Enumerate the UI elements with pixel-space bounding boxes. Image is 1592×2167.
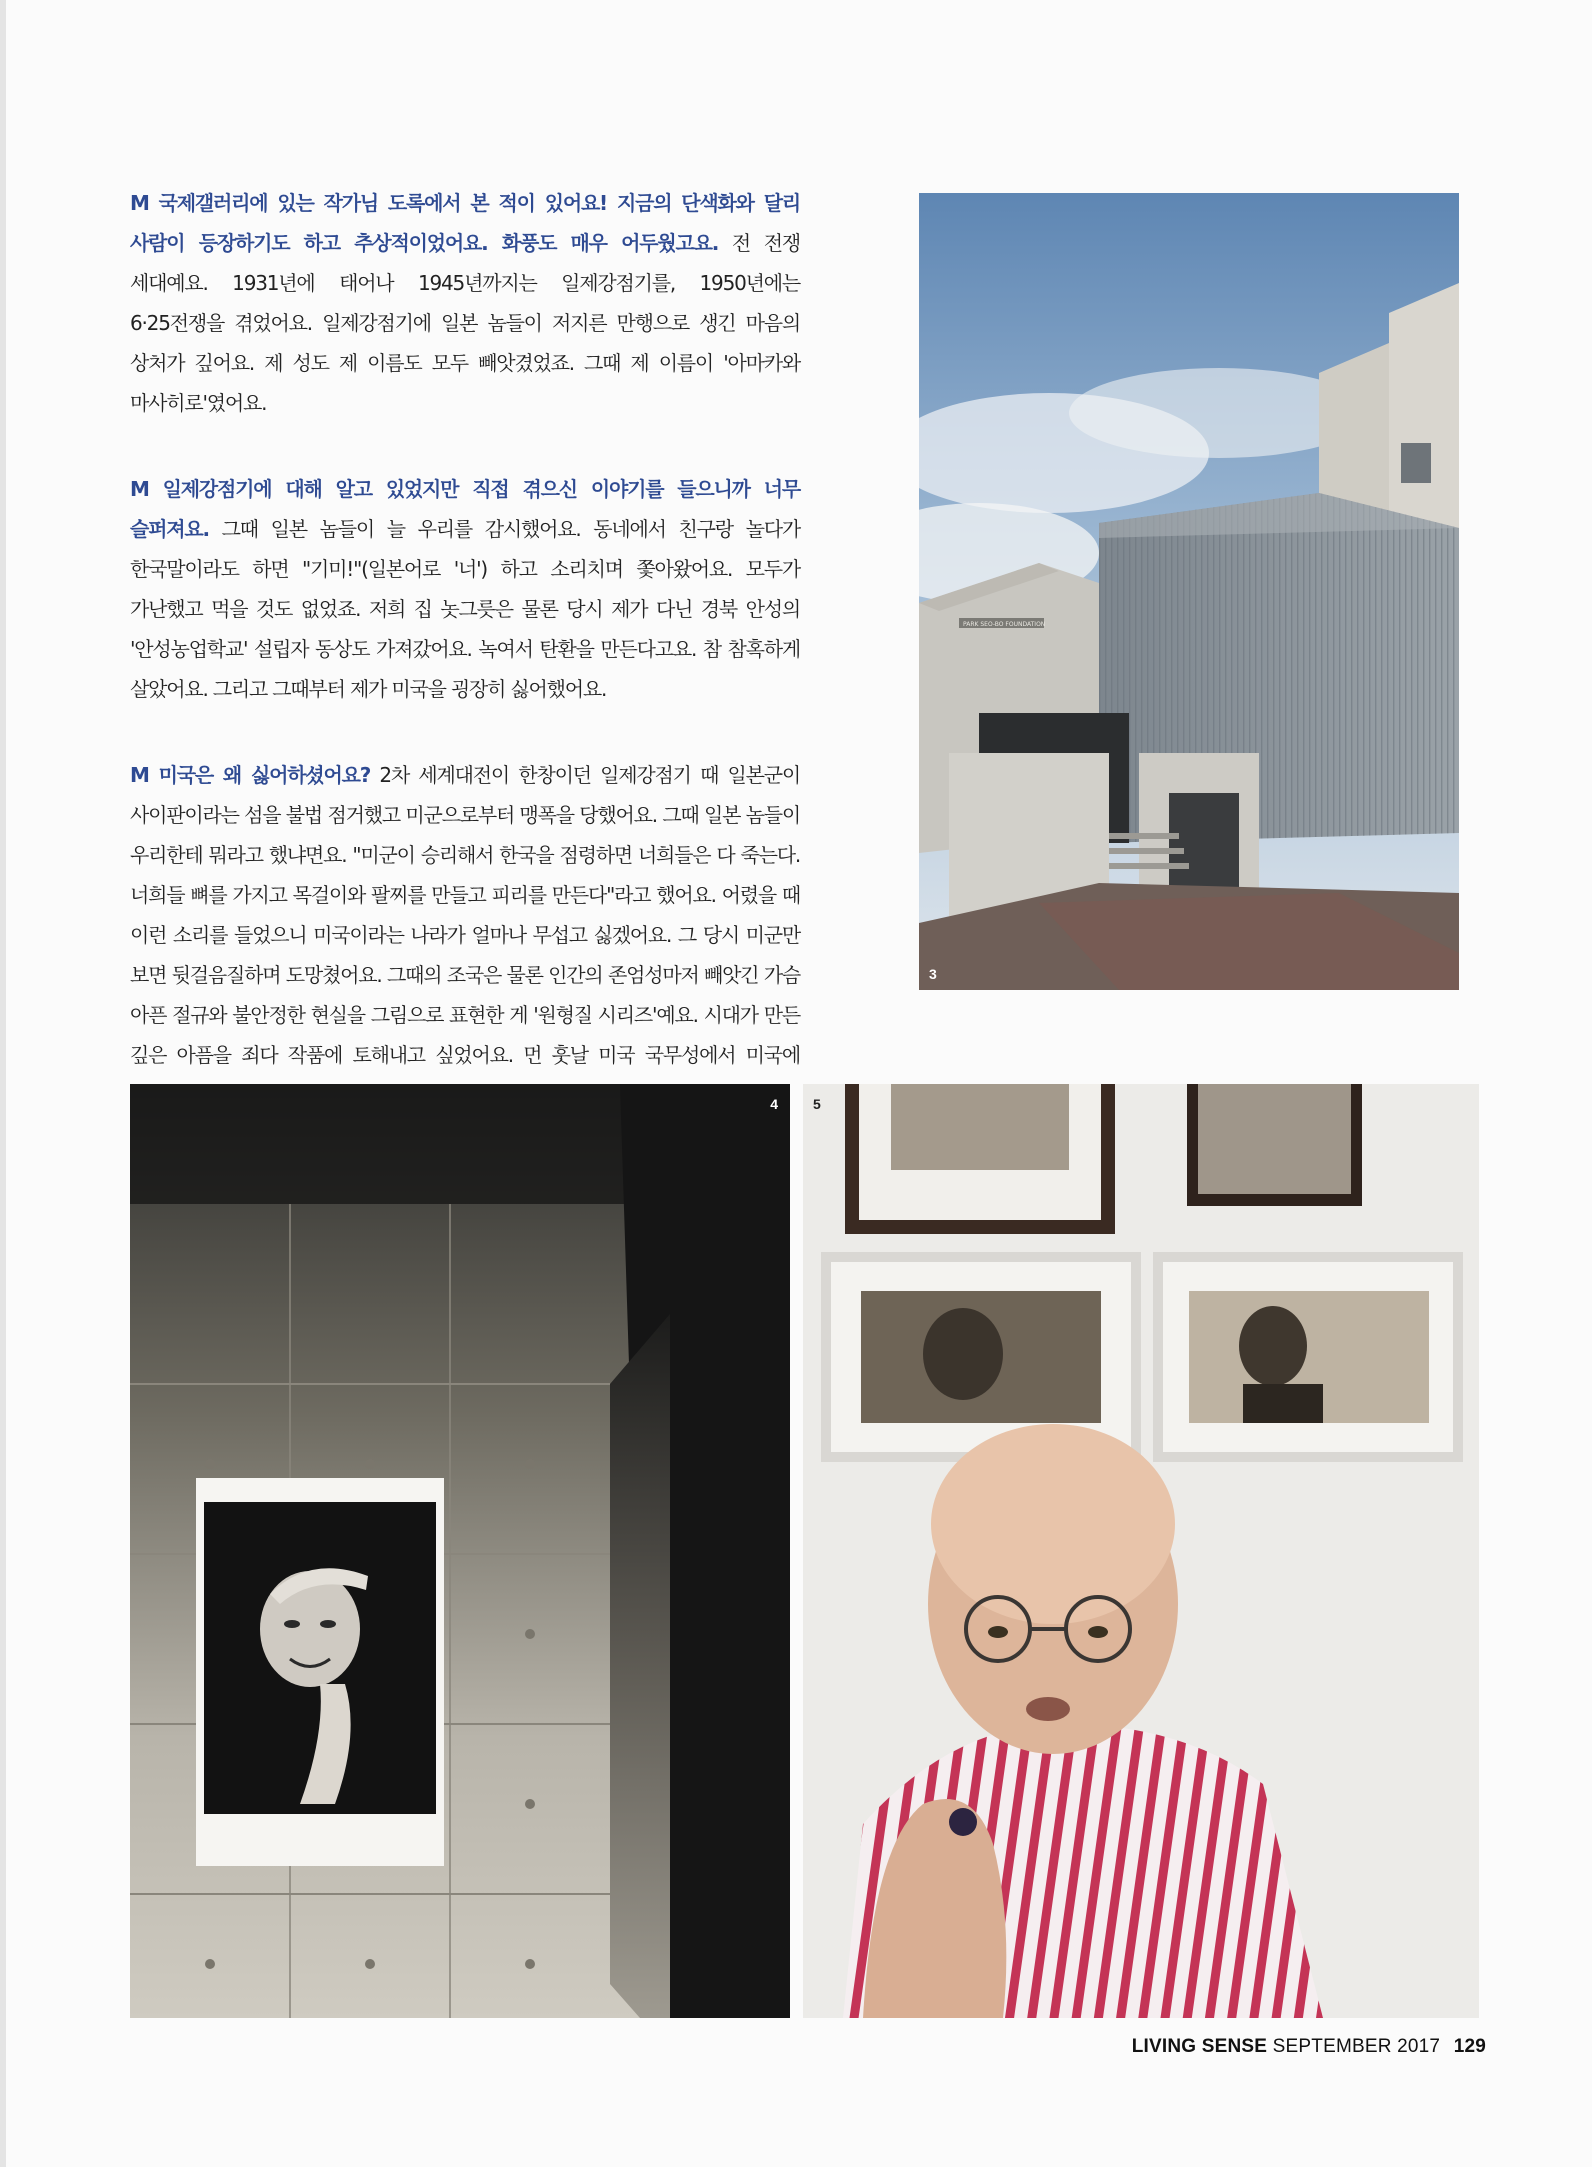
interview-paragraph-2 (130, 469, 800, 709)
photo-number-3: 3 (929, 966, 937, 982)
photo-foundation-building (919, 193, 1459, 990)
artist-portrait-illustration (803, 1084, 1479, 2018)
page-number: 129 (1453, 2036, 1486, 2057)
page-folio (1132, 2036, 1486, 2058)
foundation-sign-text: PARK SEO-BO FOUNDATION (963, 621, 1046, 628)
photo-number-4: 4 (770, 1096, 778, 1112)
photo-portrait-on-concrete-wall (130, 1084, 790, 2018)
interview-answer: 그때 일본 놈들이 늘 우리를 감시했어요. 동네에서 친구랑 놀다가 한국말이라도 하면 "기미!"(일본어로 '너') 하고 소리치며 쫓아왔어요. 모두가 가난했고 먹을 것도 없었죠. 저희 집 놋그릇은 물론 당시 제가 다닌 경북 안성의 '안성농업학교' 설립자 동상도 가져갔어요. 녹여서 탄환을 만든다고요. 참 참혹하게 살았어요. 그리고 그때부터 제가 미국을 굉장히 싫어했어요. (130, 517, 800, 701)
interview-question: M 미국은 왜 싫어하셨어요? (130, 763, 371, 787)
interview-paragraph-1 (130, 183, 800, 423)
interview-paragraph-3 (130, 755, 800, 1115)
photo-artist-portrait (803, 1084, 1479, 2018)
issue-date: SEPTEMBER 2017 (1272, 2036, 1441, 2057)
interview-text-column (130, 183, 800, 1161)
interview-question: M 국제갤러리에 있는 작가님 도록에서 본 적이 있어요! 지금의 단색화와 달리 사람이 등장하기도 하고 추상적이었어요. 화풍도 매우 어두웠고요. (130, 191, 800, 255)
interview-question: M 일제강점기에 대해 알고 있었지만 직접 겪으신 이야기를 들으니까 너무 슬퍼져요. (130, 477, 800, 541)
concrete-wall-illustration (130, 1084, 790, 2018)
interview-answer: 2차 세계대전이 한창이던 일제강점기 때 일본군이 사이판이라는 섬을 불법 점거했고 미군으로부터 맹폭을 당했어요. 그때 일본 놈들이 우리한테 뭐라고 했냐면요. "미군이 승리해서 한국을 점령하면 너희들은 다 죽는다. 너희들 뼈를 가지고 목걸이와 팔찌를 만들고 피리를 만든다"라고 했어요. 어렸을 때 이런 소리를 들었으니 미국이라는 나라가 얼마나 무섭고 싫겠어요. 그 당시 미군만 보면 뒷걸음질하며 도망쳤어요. 그때의 조국은 물론 인간의 존엄성마저 빼앗긴 가슴 아픈 절규와 불안정한 현실을 그림으로 표현한 게 '원형질 시리즈'예요. 시대가 만든 깊은 아픔을 죄다 작품에 토해내고 싶었어요. 먼 훗날 미국 국무성에서 미국에 (130, 763, 800, 1067)
photo-number-5: 5 (813, 1096, 821, 1112)
interview-answer: 전 전쟁 세대예요. 1931년에 태어나 1945년까지는 일제강점기를, 1950년에는 6·25전쟁을 겪었어요. 일제강점기에 일본 놈들이 저지른 만행으로 생긴 마음의 상처가 깊어요. 제 성도 제 이름도 모두 빼앗겼었죠. 그때 제 이름이 '아마카와 마사히로'였어요. (130, 231, 800, 415)
page-spine-edge (0, 0, 6, 2167)
building-illustration (919, 193, 1459, 990)
magazine-name: LIVING SENSE (1131, 2036, 1268, 2057)
